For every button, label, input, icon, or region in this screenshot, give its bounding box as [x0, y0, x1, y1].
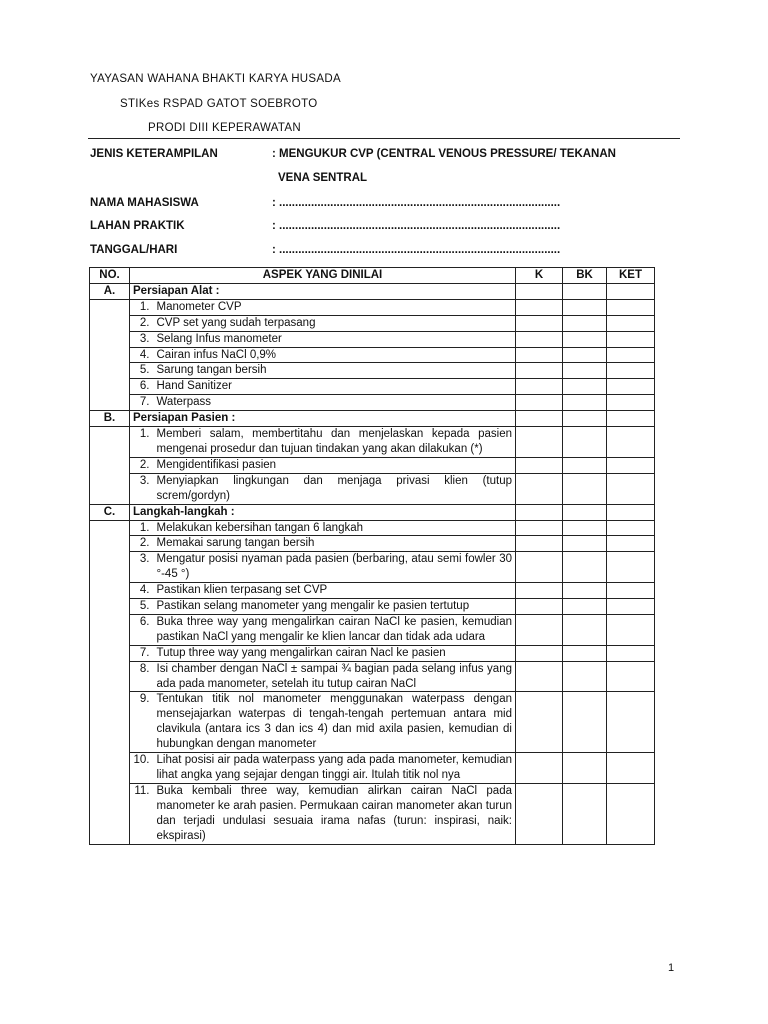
score-cell-k[interactable] [516, 614, 563, 645]
date-value: : ........................................................................................ [272, 244, 561, 256]
score-cell-k[interactable] [516, 457, 563, 473]
table-row [90, 552, 655, 583]
item-text: Lihat posisi air pada waterpass yang ada pada manometer, kemudian lihat angka yang sejajar dengan tinggi air. Itulah titik nol nya [154, 753, 516, 784]
table-row [90, 645, 655, 661]
score-cell-k[interactable] [516, 427, 563, 458]
table-row [90, 427, 655, 458]
table-row [90, 783, 655, 844]
score-cell-ket[interactable] [607, 395, 655, 411]
score-cell-ket[interactable] [607, 427, 655, 458]
item-number: 9. [130, 692, 154, 753]
score-cell-ket[interactable] [607, 520, 655, 536]
score-cell-k[interactable] [516, 753, 563, 784]
item-number: 6. [130, 379, 154, 395]
item-text: Tentukan titik nol manometer menggunakan waterpass dengan mensejajarkan waterpas di tengah-tengah pertemuan antara mid clavikula (antara ics 3 dan ics 4) dan mid axila pasien, kemudian di hubungkan dengan manometer [154, 692, 516, 753]
table-row [90, 599, 655, 615]
foundation-name: YAYASAN WAHANA BHAKTI KARYA HUSADA [90, 73, 341, 85]
table-row [90, 753, 655, 784]
item-text: Memberi salam, membertitahu dan menjelaskan kepada pasien mengenai prosedur dan tujuan tindakan yang akan dilakukan (*) [154, 427, 516, 458]
score-cell-bk[interactable] [563, 753, 607, 784]
date-label: TANGGAL/HARI [90, 244, 178, 256]
item-text: Pastikan selang manometer yang mengalir ke pasien tertutup [154, 599, 516, 615]
score-cell-ket[interactable] [607, 299, 655, 315]
table-row [90, 395, 655, 411]
score-cell-ket[interactable] [607, 379, 655, 395]
section-title: Persiapan Pasien : [130, 411, 516, 427]
item-number: 2. [130, 315, 154, 331]
table-row [90, 583, 655, 599]
item-text: Tutup three way yang mengalirkan cairan Nacl ke pasien [154, 645, 516, 661]
score-cell-ket[interactable] [607, 692, 655, 753]
score-cell-k[interactable] [516, 379, 563, 395]
item-number: 4. [130, 583, 154, 599]
item-number: 5. [130, 363, 154, 379]
section-code: B. [90, 411, 130, 427]
item-number: 1. [130, 427, 154, 458]
score-cell-ket[interactable] [607, 331, 655, 347]
item-number: 2. [130, 536, 154, 552]
item-text: Melakukan kebersihan tangan 6 langkah [154, 520, 516, 536]
item-number: 11. [130, 783, 154, 844]
score-cell-bk[interactable] [563, 552, 607, 583]
score-cell-ket[interactable] [607, 457, 655, 473]
header-aspect: ASPEK YANG DINILAI [130, 268, 516, 284]
item-text: Pastikan klien terpasang set CVP [154, 583, 516, 599]
score-cell-ket[interactable] [607, 583, 655, 599]
score-cell-k[interactable] [516, 536, 563, 552]
score-cell-k[interactable] [516, 411, 563, 427]
place-value: : ........................................................................................ [272, 220, 561, 232]
score-cell-ket[interactable] [607, 599, 655, 615]
item-number: 5. [130, 599, 154, 615]
table-row [90, 536, 655, 552]
item-number: 8. [130, 661, 154, 692]
item-text: CVP set yang sudah terpasang [154, 315, 516, 331]
place-label: LAHAN PRAKTIK [90, 220, 185, 232]
item-text: Menyiapkan lingkungan dan menjaga privasi klien (tutup screm/gordyn) [154, 473, 516, 504]
score-cell-ket[interactable] [607, 315, 655, 331]
header-bk: BK [563, 268, 607, 284]
score-cell-bk[interactable] [563, 283, 607, 299]
section-row [90, 283, 655, 299]
header-ket: KET [607, 268, 655, 284]
score-cell-bk[interactable] [563, 504, 607, 520]
score-cell-k[interactable] [516, 473, 563, 504]
score-cell-bk[interactable] [563, 661, 607, 692]
item-text: Isi chamber dengan NaCl ± sampai ¾ bagian pada selang infus yang ada pada manometer, setelah itu tutup cairan NaCl [154, 661, 516, 692]
score-cell-bk[interactable] [563, 379, 607, 395]
score-cell-k[interactable] [516, 583, 563, 599]
score-cell-bk[interactable] [563, 599, 607, 615]
score-cell-bk[interactable] [563, 536, 607, 552]
table-row [90, 457, 655, 473]
item-text: Selang Infus manometer [154, 331, 516, 347]
item-number: 3. [130, 473, 154, 504]
score-cell-bk[interactable] [563, 347, 607, 363]
table-row [90, 363, 655, 379]
score-cell-ket[interactable] [607, 661, 655, 692]
item-number: 7. [130, 395, 154, 411]
item-number: 2. [130, 457, 154, 473]
item-number: 1. [130, 299, 154, 315]
score-cell-k[interactable] [516, 783, 563, 844]
score-cell-bk[interactable] [563, 457, 607, 473]
score-cell-k[interactable] [516, 315, 563, 331]
page-number: 1 [668, 962, 675, 974]
score-cell-bk[interactable] [563, 645, 607, 661]
table-row [90, 473, 655, 504]
item-text: Mengidentifikasi pasien [154, 457, 516, 473]
section-row [90, 504, 655, 520]
table-body [90, 283, 655, 844]
item-text: Cairan infus NaCl 0,9% [154, 347, 516, 363]
score-cell-k[interactable] [516, 283, 563, 299]
score-cell-k[interactable] [516, 520, 563, 536]
score-cell-bk[interactable] [563, 583, 607, 599]
score-cell-ket[interactable] [607, 347, 655, 363]
item-text: Sarung tangan bersih [154, 363, 516, 379]
score-cell-bk[interactable] [563, 520, 607, 536]
score-cell-bk[interactable] [563, 614, 607, 645]
item-text: Waterpass [154, 395, 516, 411]
score-cell-k[interactable] [516, 645, 563, 661]
table-header-row [90, 268, 655, 284]
section-title: Persiapan Alat : [130, 283, 516, 299]
score-cell-ket[interactable] [607, 753, 655, 784]
item-text: Buka kembali three way, kemudian alirkan cairan NaCl pada manometer ke arah pasien. Permukaan cairan manometer akan turun dan terjadi undulasi sesuaia irama nafas (turun: inspirasi, naik: ekspirasi) [154, 783, 516, 844]
item-text: Mengatur posisi nyaman pada pasien (berbaring, atau semi fowler 30 °-45 °) [154, 552, 516, 583]
item-text: Manometer CVP [154, 299, 516, 315]
table-row [90, 614, 655, 645]
item-number: 10. [130, 753, 154, 784]
score-cell-bk[interactable] [563, 427, 607, 458]
item-number: 1. [130, 520, 154, 536]
score-cell-k[interactable] [516, 692, 563, 753]
section-title: Langkah-langkah : [130, 504, 516, 520]
score-cell-k[interactable] [516, 661, 563, 692]
table-row [90, 315, 655, 331]
header-divider [88, 138, 680, 139]
score-cell-ket[interactable] [607, 363, 655, 379]
score-cell-bk[interactable] [563, 331, 607, 347]
score-cell-bk[interactable] [563, 783, 607, 844]
header-k: K [516, 268, 563, 284]
header-no: NO. [90, 268, 130, 284]
score-cell-bk[interactable] [563, 411, 607, 427]
table-row [90, 331, 655, 347]
name-label: NAMA MAHASISWA [90, 197, 199, 209]
score-cell-ket[interactable] [607, 783, 655, 844]
section-code: C. [90, 504, 130, 520]
item-number: 6. [130, 614, 154, 645]
score-cell-ket[interactable] [607, 411, 655, 427]
assessment-table [89, 267, 655, 845]
score-cell-k[interactable] [516, 504, 563, 520]
score-cell-ket[interactable] [607, 614, 655, 645]
section-row [90, 411, 655, 427]
score-cell-ket[interactable] [607, 473, 655, 504]
score-cell-bk[interactable] [563, 395, 607, 411]
item-number: 4. [130, 347, 154, 363]
table-row [90, 692, 655, 753]
skill-value-2: VENA SENTRAL [278, 172, 368, 184]
score-cell-ket[interactable] [607, 504, 655, 520]
score-cell-ket[interactable] [607, 283, 655, 299]
item-text: Buka three way yang mengalirkan cairan NaCl ke pasien, kemudian pastikan NaCl yang mengalir ke klien lancar dan tidak ada udara [154, 614, 516, 645]
table-row [90, 661, 655, 692]
score-cell-k[interactable] [516, 331, 563, 347]
section-spacer [90, 520, 130, 844]
score-cell-bk[interactable] [563, 299, 607, 315]
section-spacer [90, 427, 130, 505]
score-cell-k[interactable] [516, 599, 563, 615]
score-cell-k[interactable] [516, 552, 563, 583]
item-text: Memakai sarung tangan bersih [154, 536, 516, 552]
table-row [90, 379, 655, 395]
score-cell-bk[interactable] [563, 315, 607, 331]
school-name: STIKes RSPAD GATOT SOEBROTO [120, 98, 318, 110]
table-row [90, 299, 655, 315]
table-row [90, 347, 655, 363]
score-cell-bk[interactable] [563, 473, 607, 504]
section-code: A. [90, 283, 130, 299]
section-spacer [90, 299, 130, 410]
skill-value: : MENGUKUR CVP (CENTRAL VENOUS PRESSURE/ TEKANAN [272, 148, 616, 160]
table-row [90, 520, 655, 536]
score-cell-k[interactable] [516, 299, 563, 315]
score-cell-k[interactable] [516, 347, 563, 363]
item-number: 7. [130, 645, 154, 661]
score-cell-ket[interactable] [607, 645, 655, 661]
program-name: PRODI DIII KEPERAWATAN [148, 122, 301, 134]
score-cell-k[interactable] [516, 395, 563, 411]
item-number: 3. [130, 552, 154, 583]
skill-label: JENIS KETERAMPILAN [90, 148, 218, 160]
score-cell-k[interactable] [516, 363, 563, 379]
score-cell-bk[interactable] [563, 363, 607, 379]
item-number: 3. [130, 331, 154, 347]
score-cell-bk[interactable] [563, 692, 607, 753]
name-value: : ........................................................................................ [272, 197, 561, 209]
score-cell-ket[interactable] [607, 536, 655, 552]
score-cell-ket[interactable] [607, 552, 655, 583]
item-text: Hand Sanitizer [154, 379, 516, 395]
